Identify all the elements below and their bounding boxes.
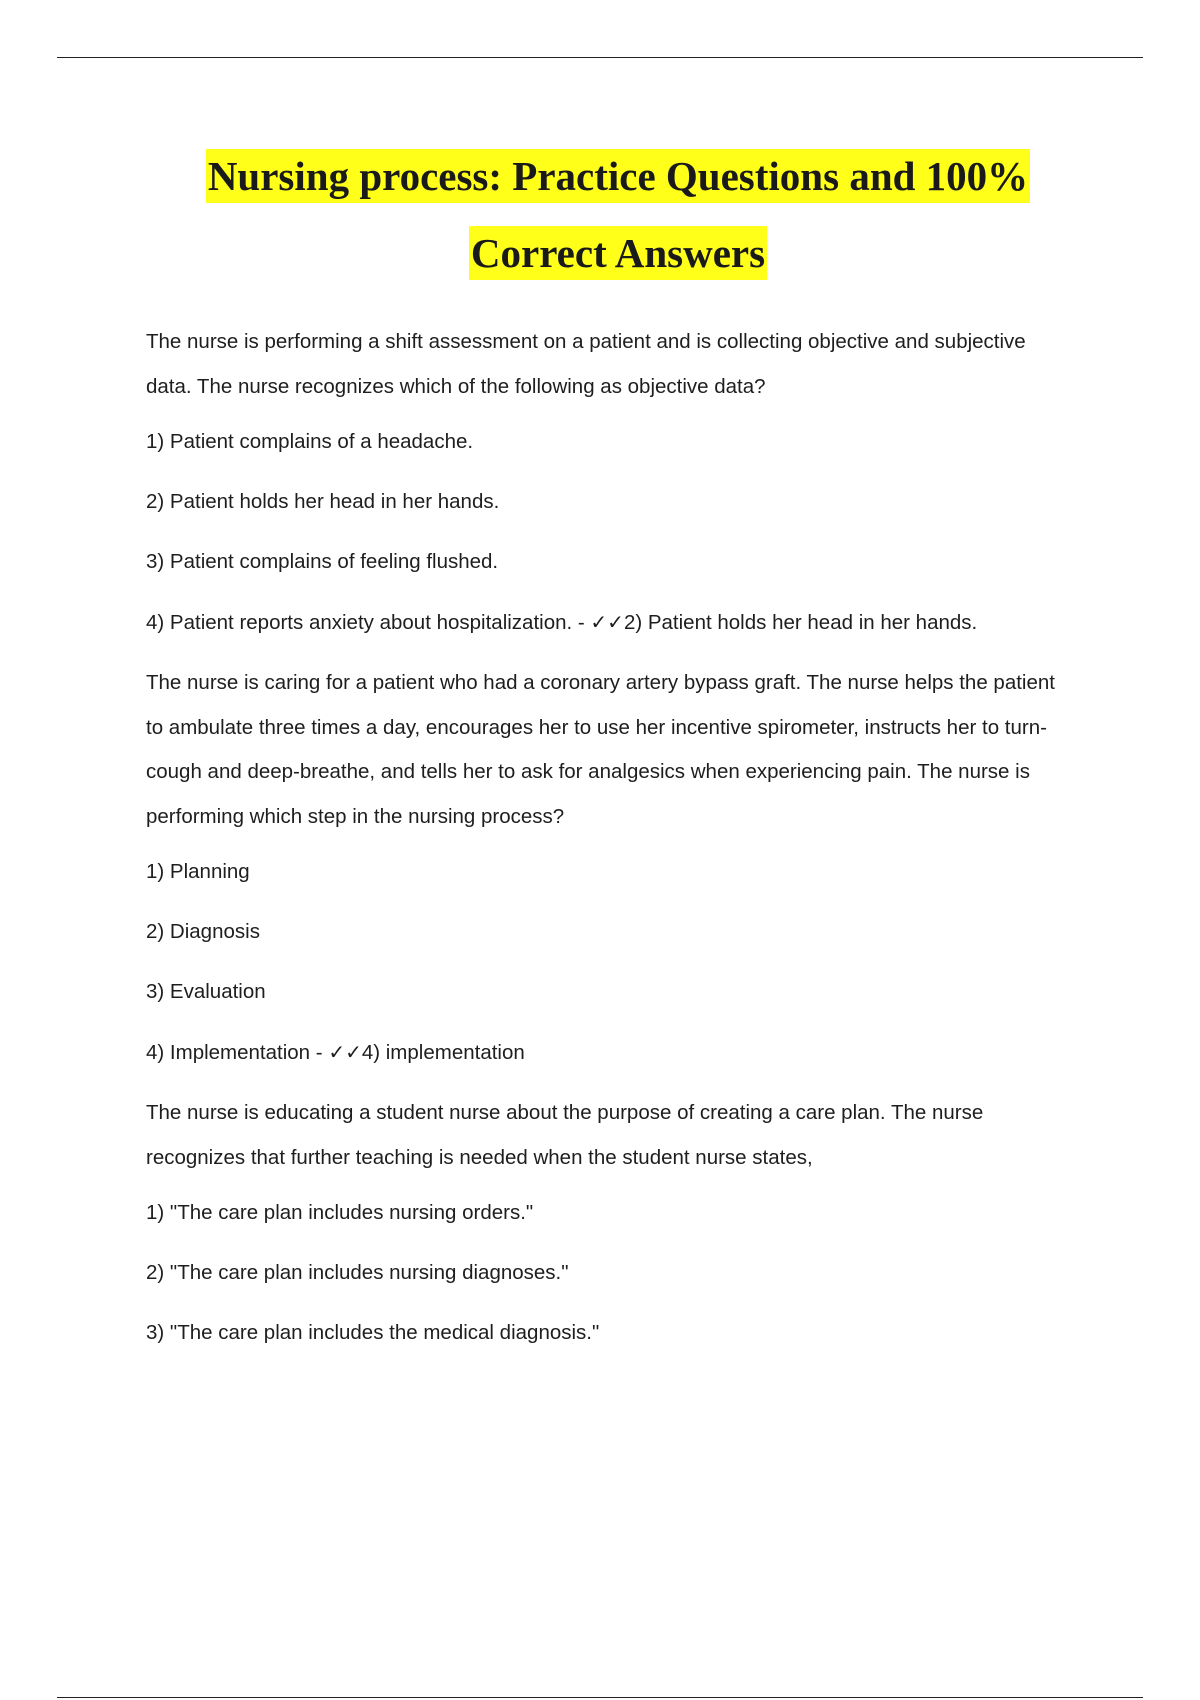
question-2-option-4-with-answer <box>146 1030 1076 1075</box>
question-3-option-2: 2) "The care plan includes nursing diagnoses." <box>146 1261 569 1284</box>
answer-separator: - <box>572 611 591 634</box>
page-title <box>0 138 1200 292</box>
answer-separator: - <box>310 1041 329 1064</box>
top-rule <box>57 57 1143 58</box>
title-line-1: Nursing process: Practice Questions and 100% <box>206 149 1030 203</box>
question-3-option-1: 1) "The care plan includes nursing orders." <box>146 1201 534 1224</box>
question-1-answer: 2) Patient holds her head in her hands. <box>623 611 978 634</box>
question-1-option-4: 4) Patient reports anxiety about hospitalization. <box>146 611 573 634</box>
question-1-stem: The nurse is performing a shift assessment on a patient and is collecting objective and subjective data. The nurse recognizes which of the following as objective data? <box>146 330 1026 398</box>
question-2-stem: The nurse is caring for a patient who had a coronary artery bypass graft. The nurse helps the patient to ambulate three times a day, encourages her to use her incentive spirometer, instructs her to turn-cough and deep-breathe, and tells her to ask for analgesics when experiencing pain. The nurse is performing which step in the nursing process? <box>146 671 1055 828</box>
bottom-rule <box>57 1697 1143 1698</box>
question-2-option-2: 2) Diagnosis <box>146 920 260 943</box>
question-2-option-1: 1) Planning <box>146 860 250 883</box>
question-2-option-3: 3) Evaluation <box>146 980 266 1003</box>
question-1-option-4-with-answer <box>146 600 1076 645</box>
question-1-option-3: 3) Patient complains of feeling flushed. <box>146 550 499 573</box>
double-check-icon: ✓✓ <box>328 1040 362 1064</box>
question-2-answer: 4) implementation <box>361 1041 525 1064</box>
title-line-2: Correct Answers <box>469 226 767 280</box>
question-3-option-3: 3) "The care plan includes the medical diagnosis." <box>146 1321 600 1344</box>
double-check-icon: ✓✓ <box>590 610 624 634</box>
question-1-option-1: 1) Patient complains of a headache. <box>146 430 474 453</box>
document-body <box>146 320 1076 1371</box>
question-2-option-4: 4) Implementation <box>146 1041 311 1064</box>
question-1-option-2: 2) Patient holds her head in her hands. <box>146 490 500 513</box>
question-3-stem: The nurse is educating a student nurse about the purpose of creating a care plan. The nurse recognizes that further teaching is needed when the student nurse states, <box>146 1101 984 1169</box>
